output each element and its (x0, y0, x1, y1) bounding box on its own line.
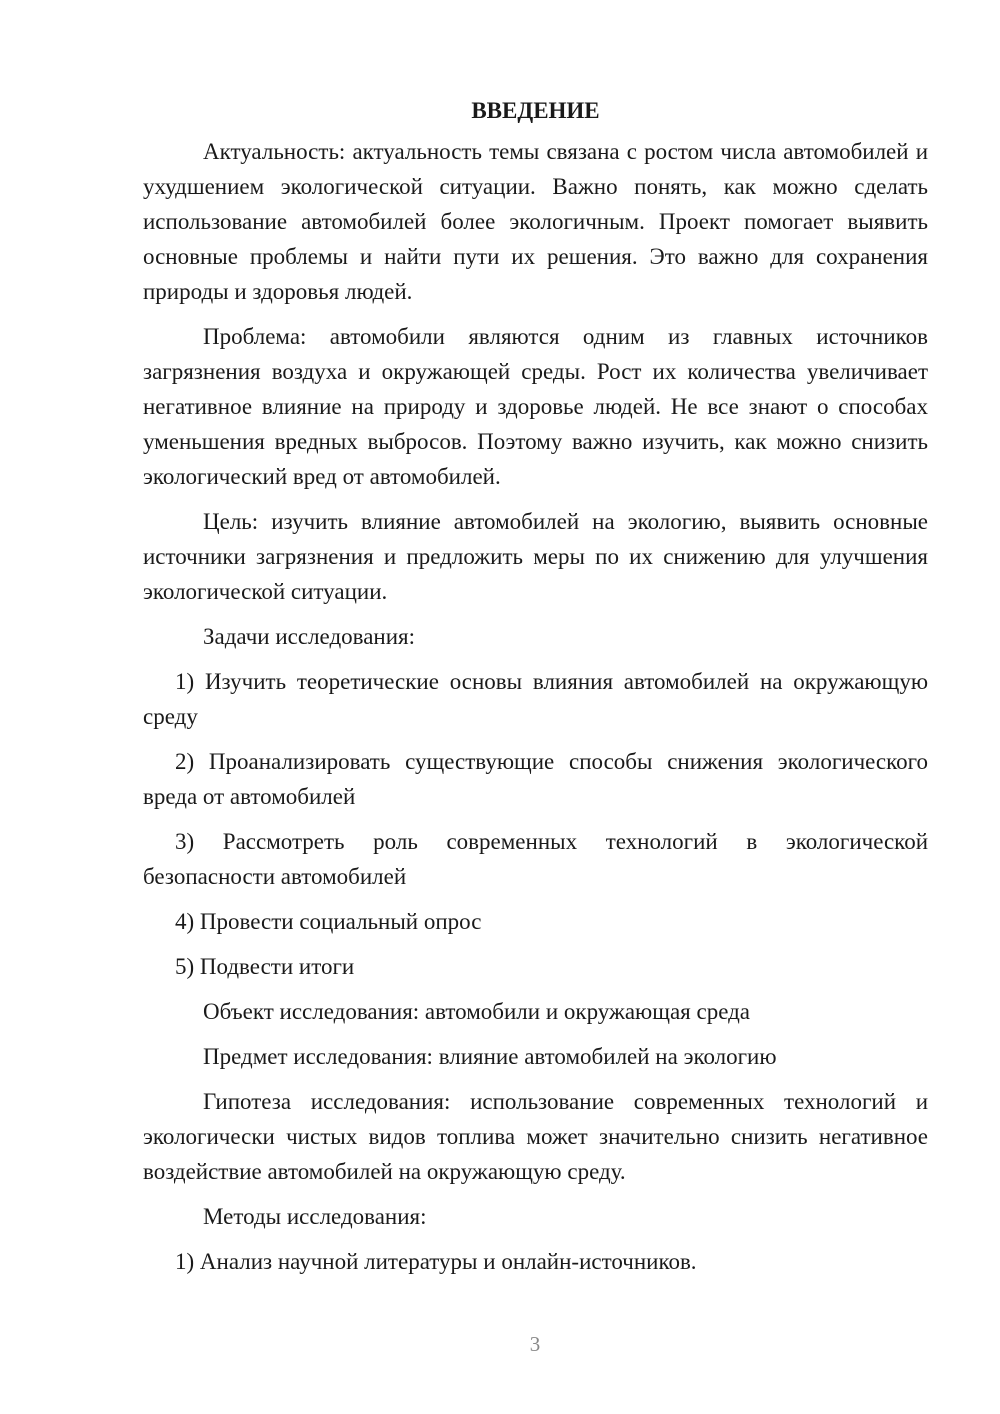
relevance-paragraph: Актуальность: актуальность темы связана с ростом числа автомобилей и ухудшением экологической ситуации. Важно понять, как можно сделать использование автомобилей более экологичным. Проект помогает выявить основные проблемы и найти пути их решения. Это важно для сохранения природы и здоровья людей. (143, 139, 928, 304)
tasks-heading: Задачи исследования: (203, 624, 416, 649)
page-content (143, 96, 928, 1289)
subject-paragraph: Предмет исследования: влияние автомобилей на экологию (203, 1044, 777, 1069)
method-item-1: 1) Анализ научной литературы и онлайн-источников. (175, 1249, 697, 1274)
methods-heading: Методы исследования: (203, 1204, 427, 1229)
task-item-5: 5) Подвести итоги (175, 954, 355, 979)
task-item-3: 3) Рассмотреть роль современных технологий в экологической безопасности автомобилей (143, 829, 928, 889)
goal-paragraph: Цель: изучить влияние автомобилей на экологию, выявить основные источники загрязнения и предложить меры по их снижению для улучшения экологической ситуации. (143, 509, 928, 604)
problem-paragraph: Проблема: автомобили являются одним из главных источников загрязнения воздуха и окружающей среды. Рост их количества увеличивает негативное влияние на природу и здоровье людей. Не все знают о способах уменьшения вредных выбросов. Поэтому важно изучить, как можно снизить экологический вред от автомобилей. (143, 324, 928, 489)
hypothesis-paragraph: Гипотеза исследования: использование современных технологий и экологически чистых видов топлива может значительно снизить негативное воздействие автомобилей на окружающую среду. (143, 1089, 928, 1184)
page-title: ВВЕДЕНИЕ (471, 98, 600, 123)
task-item-1: 1) Изучить теоретические основы влияния автомобилей на окружающую среду (143, 669, 928, 729)
page-number: 3 (529, 1332, 541, 1356)
task-item-4: 4) Провести социальный опрос (175, 909, 482, 934)
task-item-2: 2) Проанализировать существующие способы снижения экологического вреда от автомобилей (143, 749, 928, 809)
object-paragraph: Объект исследования: автомобили и окружающая среда (203, 999, 751, 1024)
